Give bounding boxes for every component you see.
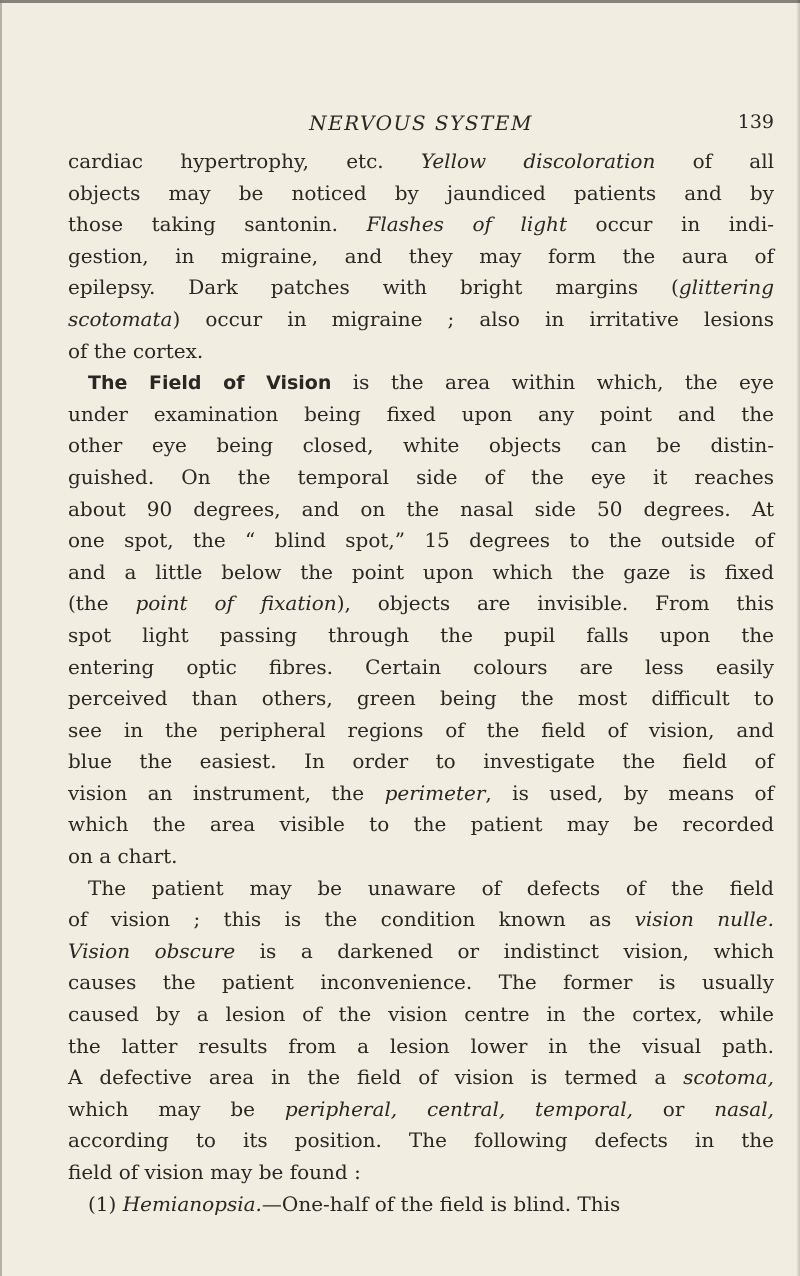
- text-line: of the cortex.: [68, 338, 204, 363]
- text-line: of vision ; this is the condition known as vision nulle.: [68, 907, 774, 932]
- text-line: field of vision may be found :: [68, 1160, 361, 1184]
- page-top-edge: [0, 0, 800, 3]
- text-line: according to its position. The following defects in the: [68, 1128, 774, 1153]
- text-line: The Field of Vision is the area within which, the eye: [88, 370, 774, 395]
- italic-term: Flashes of light: [366, 212, 567, 237]
- text-line: on a chart.: [68, 844, 178, 869]
- text-line: other eye being closed, white objects can be distin-: [68, 433, 774, 458]
- text-line: entering optic fibres. Certain colours are less easily: [68, 654, 774, 679]
- page-header: [68, 111, 774, 141]
- text-line: cardiac hypertrophy, etc. Yellow discoloration of all: [68, 149, 775, 173]
- italic-term: Yellow discoloration: [420, 149, 656, 173]
- italic-term: perimeter: [384, 780, 486, 805]
- text-line: causes the patient inconvenience. The former is usually: [68, 970, 774, 995]
- italic-term: point of fixation: [135, 591, 337, 616]
- text-line: perceived than others, green being the most difficult to: [68, 686, 774, 711]
- text-line: those taking santonin. Flashes of light occur in indi-: [68, 212, 774, 237]
- text-line: spot light passing through the pupil falls upon the: [68, 622, 774, 647]
- section-heading: The Field of Vision: [88, 372, 332, 395]
- text-line: see in the peripheral regions of the field of vision, and: [68, 717, 774, 742]
- text-line: which may be peripheral, central, temporal, or nasal,: [68, 1096, 774, 1121]
- italic-term: peripheral, central, temporal,: [284, 1096, 633, 1121]
- text-line: (the point of fixation), objects are invisible. From this: [68, 591, 774, 616]
- italic-term: Hemianopsia.: [122, 1191, 262, 1216]
- italic-term: vision nulle.: [634, 907, 774, 932]
- page-right-shadow: [796, 0, 800, 1276]
- italic-term: Vision obscure: [68, 938, 236, 963]
- text-line: the latter results from a lesion lower in the visual path.: [68, 1033, 774, 1058]
- text-line: (1) Hemianopsia.—One-half of the field is blind. This: [88, 1191, 621, 1216]
- text-line: objects may be noticed by jaundiced patients and by: [68, 180, 774, 205]
- text-line: about 90 degrees, and on the nasal side 50 degrees. At: [68, 496, 774, 521]
- body-text: [68, 146, 774, 1220]
- text-line: A defective area in the field of vision is termed a scotoma,: [68, 1065, 774, 1090]
- text-line: epilepsy. Dark patches with bright margins (glittering: [68, 275, 774, 300]
- italic-term: nasal,: [714, 1096, 774, 1121]
- text-line: and a little below the point upon which the gaze is fixed: [68, 559, 774, 584]
- page-number: 139: [737, 111, 774, 133]
- running-head: NERVOUS SYSTEM: [309, 111, 533, 135]
- text-line: caused by a lesion of the vision centre in the cortex, while: [68, 1002, 774, 1027]
- italic-term: scotomata: [68, 306, 173, 331]
- text-line: under examination being fixed upon any point and the: [68, 401, 774, 426]
- text-line: The patient may be unaware of defects of the field: [88, 875, 774, 900]
- italic-term: scotoma,: [683, 1065, 774, 1090]
- text-line: vision an instrument, the perimeter, is used, by means of: [68, 780, 774, 805]
- italic-term: glittering: [678, 275, 774, 300]
- text-line: gestion, in migraine, and they may form the aura of: [68, 243, 774, 268]
- text-line: guished. On the temporal side of the eye it reaches: [68, 464, 774, 489]
- text-line: which the area visible to the patient may be recorded: [68, 812, 774, 837]
- page-left-edge: [0, 0, 2, 1276]
- text-line: Vision obscure is a darkened or indistinct vision, which: [68, 938, 774, 963]
- text-line: scotomata) occur in migraine ; also in irritative lesions: [68, 306, 774, 331]
- text-line: blue the easiest. In order to investigate the field of: [68, 749, 774, 774]
- text-line: one spot, the “ blind spot,” 15 degrees to the outside of: [68, 528, 774, 553]
